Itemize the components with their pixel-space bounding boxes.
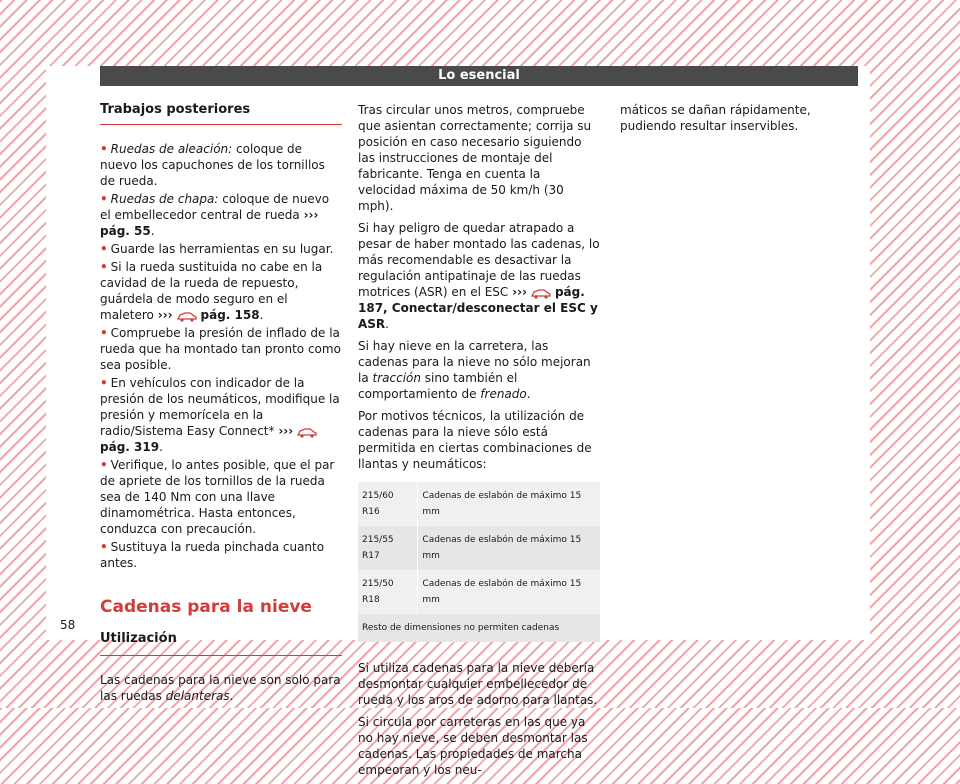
bullet-torque: • Verifique, lo antes posible, que el par de apriete de los tornillos de la rueda sea de 140 Nm con una llave dinamométrica. Hasta entonces, conduzca con precaución. (100, 458, 335, 536)
bullet-spare-wheel: • Si la rueda sustituida no cabe en la cavidad de la rueda de repuesto, guárdela de modo seguro en el maletero ››› pág. 158. (100, 260, 323, 322)
paragraph-check-fit: Tras circular unos metros, compruebe que asientan correctamente; corrija su posición en caso necesario siguiendo las instrucciones de montaje del fabricante. Tenga en cuenta la velocidad máxima de 50 km/h (30 mph). (358, 103, 592, 213)
paragraph-continued: máticos se dañan rápidamente, pudiendo resultar inservibles. (620, 103, 811, 133)
page-reference-link[interactable]: pág. 187, Conectar/desconectar el ESC y ASR (358, 285, 598, 331)
page-reference-link[interactable]: pág. 158 (200, 308, 260, 322)
table-cell-size: 215/60 R16 (358, 482, 418, 526)
bullet-dot-icon: • (100, 376, 108, 390)
bullet-steel-wheels: • Ruedas de chapa: coloque de nuevo el embellecedor central de rueda ››› pág. 55. (100, 192, 330, 238)
car-book-icon (530, 287, 552, 298)
page-number: 58 (60, 618, 76, 632)
bullet-dot-icon: • (100, 326, 108, 340)
bullet-replace-wheel: • Sustituya la rueda pinchada cuanto antes. (100, 540, 325, 570)
bullet-dot-icon: • (100, 260, 108, 274)
tyre-chain-table (358, 482, 600, 642)
paragraph-remove-chains: Si circula por carreteras en las que ya no hay nieve, se deben desmontar las cadenas. Las propiedades de marcha empeoran y los neu- (358, 715, 588, 777)
bullet-alloy-wheels: • Ruedas de aleación: coloque de nuevo los capuchones de los tornillos de rueda. (100, 142, 325, 188)
car-book-icon (176, 310, 198, 321)
bullet-check-pressure: • Compruebe la presión de inflado de la rueda que ha montado tan pronto como sea posible. (100, 326, 341, 372)
bullet-dot-icon: • (100, 540, 108, 554)
table-cell-chain: Cadenas de eslabón de máximo 15 mm (418, 482, 600, 526)
table-row (358, 482, 600, 526)
column-left (100, 96, 342, 710)
bullet-dot-icon: • (100, 142, 108, 156)
table-cell-chain: Cadenas de eslabón de máximo 15 mm (418, 570, 600, 614)
bullet-dot-icon: • (100, 458, 108, 472)
table-footer-cell: Resto de dimensiones no permiten cadenas (358, 614, 600, 642)
paragraph-hubcaps: Si utiliza cadenas para la nieve debería desmontar cualquier embellecedor de rueda y los aros de adorno para llantas. (358, 661, 598, 707)
table-cell-size: 215/55 R17 (358, 526, 418, 570)
subsection-title: Utilización (100, 631, 342, 656)
paragraph-traction: Si hay nieve en la carretera, las cadenas para la nieve no sólo mejoran la tracción sino también el comportamiento de frenado. (358, 339, 591, 401)
front-wheels-paragraph: Las cadenas para la nieve son solo para las ruedas delanteras. (100, 673, 341, 703)
paragraph-asr: Si hay peligro de quedar atrapado a pesar de haber montado las cadenas, lo más recomendable es desactivar la regulación antipatinaje de las ruedas motrices (ASR) en el ESC ››› pág. 187, Conectar/desconectar el ESC y ASR. (358, 221, 600, 331)
column-right (620, 102, 862, 140)
bullet-pressure-indicator: • En vehículos con indicador de la presión de los neumáticos, modifique la presión y memorícela en la radio/Sistema Easy Connect* ›››pág. 319. (100, 376, 340, 454)
column-middle (358, 102, 600, 784)
table-footer-row (358, 614, 600, 642)
page-reference-link[interactable]: ››› pág. 55 (100, 208, 319, 238)
table-cell-chain: Cadenas de eslabón de máximo 15 mm (418, 526, 600, 570)
bullet-store-tools: • Guarde las herramientas en su lugar. (100, 242, 334, 256)
table-row (358, 570, 600, 614)
table-cell-size: 215/50 R18 (358, 570, 418, 614)
chapter-title: Cadenas para la nieve (100, 597, 312, 617)
paragraph-technical: Por motivos técnicos, la utilización de cadenas para la nieve sólo está permitida en ciertas combinaciones de llantas y neumáticos: (358, 409, 592, 471)
table-row (358, 526, 600, 570)
bullet-dot-icon: • (100, 192, 108, 206)
bullet-dot-icon: • (100, 242, 108, 256)
section-title: Trabajos posteriores (100, 96, 342, 125)
page-header: Lo esencial (100, 66, 858, 86)
car-book-icon (296, 426, 318, 437)
page-reference-link[interactable]: pág. 319 (100, 440, 160, 454)
